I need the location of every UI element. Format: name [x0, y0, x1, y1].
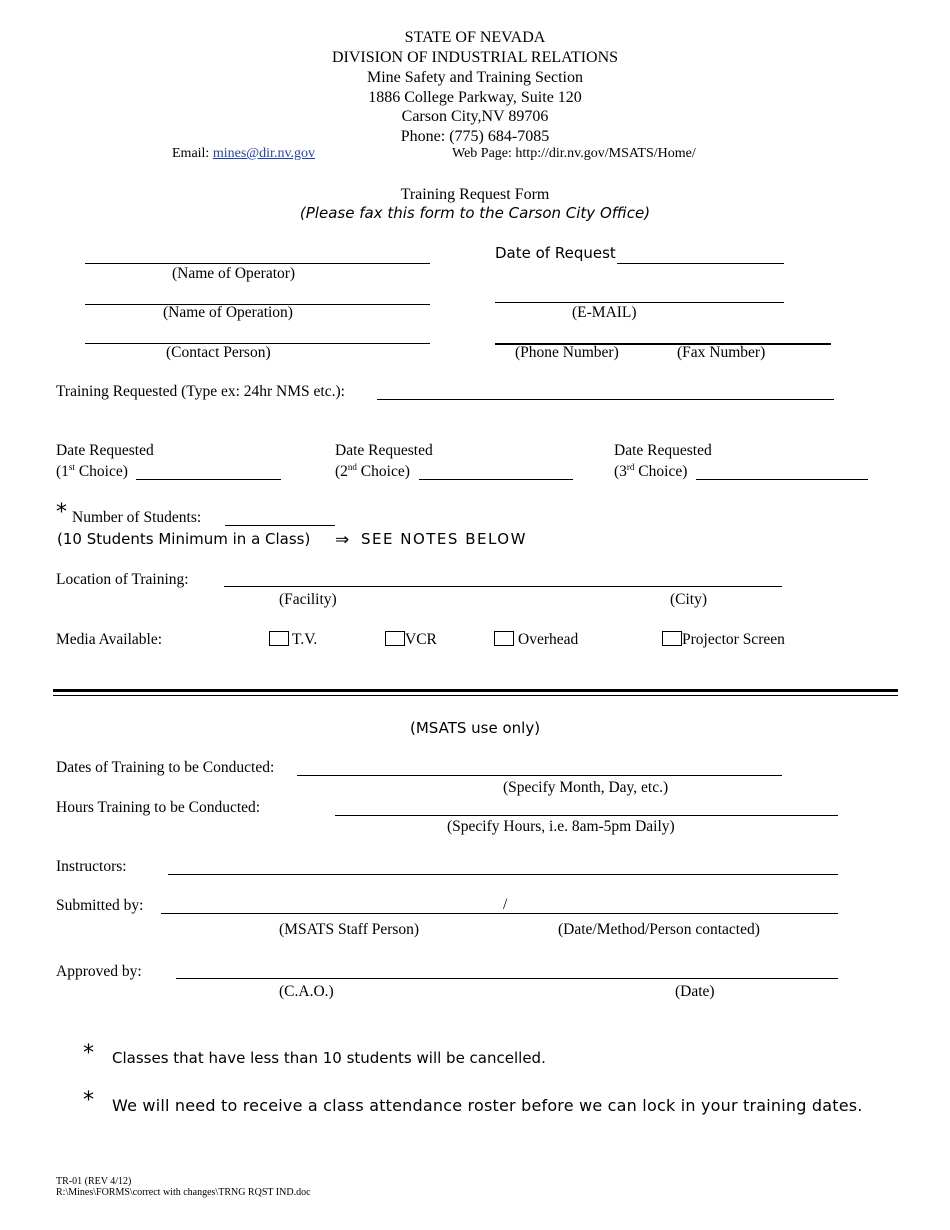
note2-star: *: [83, 1088, 94, 1113]
form-subtitle: (Please fax this form to the Carson City Office): [299, 204, 651, 222]
overhead-checkbox[interactable]: [494, 631, 514, 646]
footer-file-path: R:\Mines\FORMS\correct with changes\TRNG RQST IND.doc: [56, 1187, 311, 1198]
projector-checkbox[interactable]: [662, 631, 682, 646]
email-line[interactable]: [495, 302, 784, 303]
email-label: Email:: [172, 146, 210, 161]
hours-training-label: Hours Training to be Conducted:: [56, 799, 261, 816]
date-requested-2-line[interactable]: [419, 479, 573, 480]
header-email-row: [172, 146, 315, 162]
instructors-line[interactable]: [168, 874, 838, 875]
date-of-request-line[interactable]: [617, 263, 784, 264]
media-overhead-option[interactable]: Overhead: [494, 631, 578, 649]
note1-star: *: [83, 1041, 94, 1066]
staff-person-caption: (MSATS Staff Person): [279, 921, 420, 938]
dates-of-training-line[interactable]: [297, 775, 782, 776]
name-of-operation-caption: (Name of Operation): [163, 304, 293, 321]
date-requested-1-label: Date Requested: [56, 442, 154, 459]
date-requested-3-choice: (3rd Choice): [614, 462, 688, 481]
training-requested-label: Training Requested (Type ex: 24hr NMS etc.):: [56, 383, 345, 400]
location-of-training-line[interactable]: [224, 586, 782, 587]
email-link[interactable]: mines@dir.nv.gov: [212, 146, 316, 161]
arrow-right-icon: ⇒: [335, 530, 350, 550]
note1-text: Classes that have less than 10 students will be cancelled.: [112, 1049, 546, 1067]
location-of-training-label: Location of Training:: [56, 571, 189, 588]
header-city: Carson City,NV 89706: [401, 108, 549, 125]
contact-person-caption: (Contact Person): [166, 344, 271, 361]
media-vcr-option[interactable]: VCR: [385, 631, 437, 649]
students-star: *: [56, 500, 67, 525]
instructors-label: Instructors:: [56, 858, 127, 875]
date-method-caption: (Date/Method/Person contacted): [558, 921, 760, 938]
date-requested-3-label: Date Requested: [614, 442, 712, 459]
divider-thin: [53, 695, 898, 696]
submitted-by-label: Submitted by:: [56, 897, 144, 914]
vcr-checkbox[interactable]: [385, 631, 405, 646]
date-requested-1-line[interactable]: [136, 479, 281, 480]
header-address: 1886 College Parkway, Suite 120: [368, 89, 582, 106]
date-requested-1-choice: (1st Choice): [56, 462, 128, 481]
hours-training-line[interactable]: [335, 815, 838, 816]
divider-thick: [53, 689, 898, 692]
header-phone: Phone: (775) 684-7085: [400, 128, 550, 145]
date-caption: (Date): [675, 983, 715, 1000]
see-notes-below: SEE NOTES BELOW: [361, 530, 527, 548]
facility-caption: (Facility): [279, 591, 337, 608]
city-caption: (City): [670, 591, 708, 608]
email-caption: (E-MAIL): [572, 304, 637, 321]
date-requested-3-line[interactable]: [696, 479, 868, 480]
media-projector-option[interactable]: Projector Screen: [662, 631, 785, 649]
phone-number-caption: (Phone Number): [515, 344, 619, 361]
number-of-students-line[interactable]: [225, 525, 335, 526]
specify-month-caption: (Specify Month, Day, etc.): [503, 779, 669, 796]
approved-by-line[interactable]: [176, 978, 838, 979]
approved-by-label: Approved by:: [56, 963, 142, 980]
tv-checkbox[interactable]: [269, 631, 289, 646]
fax-number-caption: (Fax Number): [677, 344, 766, 361]
name-of-operator-caption: (Name of Operator): [172, 265, 296, 282]
submitted-by-line[interactable]: [161, 913, 838, 914]
media-available-label: Media Available:: [56, 631, 163, 648]
specify-hours-caption: (Specify Hours, i.e. 8am-5pm Daily): [447, 818, 675, 835]
header-section: Mine Safety and Training Section: [367, 69, 583, 86]
students-minimum-note: (10 Students Minimum in a Class): [57, 530, 311, 548]
media-tv-option[interactable]: T.V.: [269, 631, 317, 649]
header-state: STATE OF NEVADA: [404, 29, 546, 46]
dates-of-training-label: Dates of Training to be Conducted:: [56, 759, 275, 776]
web-url: http://dir.nv.gov/MSATS/Home/: [515, 146, 696, 161]
training-requested-line[interactable]: [377, 399, 834, 400]
submitted-slash: /: [503, 896, 508, 913]
date-of-request-label: Date of Request: [495, 244, 616, 262]
note2-text: We will need to receive a class attendance roster before we can lock in your training dates.: [112, 1096, 863, 1115]
header-division: DIVISION OF INDUSTRIAL RELATIONS: [331, 49, 619, 66]
header-web-row: [452, 146, 696, 162]
web-label: Web Page:: [452, 146, 512, 161]
date-requested-2-choice: (2nd Choice): [335, 462, 410, 481]
name-of-operator-line[interactable]: [85, 263, 430, 264]
number-of-students-label: Number of Students:: [72, 509, 202, 526]
cao-caption: (C.A.O.): [279, 983, 334, 1000]
footer-form-id: TR-01 (REV 4/12): [56, 1176, 132, 1187]
form-title: Training Request Form: [400, 186, 550, 203]
date-requested-2-label: Date Requested: [335, 442, 433, 459]
msats-use-only: (MSATS use only): [410, 719, 541, 737]
